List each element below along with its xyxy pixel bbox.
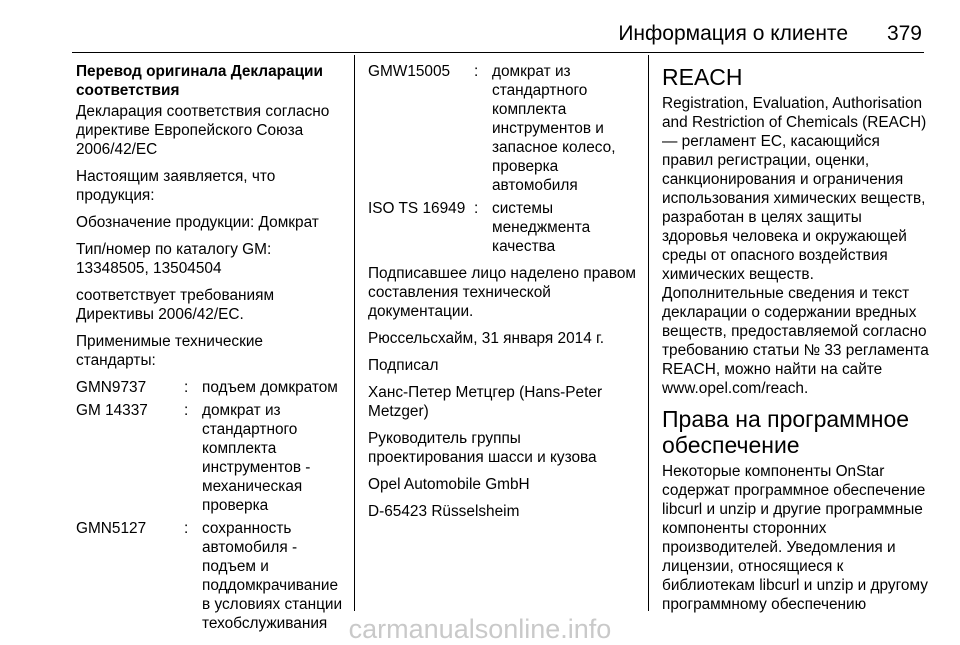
standards-table xyxy=(368,62,636,260)
paragraph: Тип/номер по каталогу GM: 13348505, 13504504 xyxy=(76,241,272,277)
column-left xyxy=(76,62,344,641)
table-row xyxy=(76,378,344,401)
standard-code: GM 14337 xyxy=(76,402,148,419)
colon: : xyxy=(184,379,189,396)
header-title: Информация о клиенте xyxy=(618,22,848,45)
paragraph: Подписал xyxy=(368,357,439,374)
page-number: 379 xyxy=(886,22,922,45)
paragraph: Opel Automobile GmbH xyxy=(368,476,530,493)
header-rule xyxy=(72,52,924,53)
paragraph: Рюссельсхайм, 31 января 2014 г. xyxy=(368,330,605,347)
watermark: carmanualsonline.info xyxy=(348,614,612,644)
paragraph: соответствует требованиям Директивы 2006/42/EC. xyxy=(76,287,275,323)
standard-code: ISO TS 16949 xyxy=(368,200,466,217)
standard-desc: сохранность автомобиля - подъем и поддомкрачивание в условиях станции техобслуживания xyxy=(202,520,343,632)
column-right xyxy=(662,62,930,622)
standard-code: GMN9737 xyxy=(76,379,147,396)
standard-desc: домкрат из стандартного комплекта инструментов и запасное колесо, проверка автомобиля xyxy=(492,63,616,194)
colon: : xyxy=(474,200,479,217)
standard-desc: системы менеджмента качества xyxy=(492,200,591,255)
paragraph: Подписавшее лицо наделено правом составления технической документации. xyxy=(368,265,636,320)
section-heading: Перевод оригинала Декларации соответствия xyxy=(76,63,323,99)
column-divider xyxy=(354,55,355,611)
paragraph: Применимые технические стандарты: xyxy=(76,333,263,369)
column-divider xyxy=(648,55,649,611)
paragraph: D-65423 Rüsselsheim xyxy=(368,503,520,520)
section-heading: REACH xyxy=(662,64,743,90)
table-row xyxy=(368,62,636,199)
standard-code: GMN5127 xyxy=(76,520,147,537)
paragraph: Registration, Evaluation, Authorisation and Restriction of Chemicals (REACH) — регламент ЕС, касающийся правил регистрации, оценки, санкционирования и ограничения использования химических веществ, разработан в целях защиты здоровья человека и окружающей среды от опасного воздействия химических веществ. Дополнительные сведения и текст декларации о содержании вредных веществ, предоставляемой согласно требованию статьи № 33 регламента REACH, можно найти на сайте www.opel.com/reach. xyxy=(662,95,929,397)
standards-table xyxy=(76,378,344,637)
paragraph: Декларация соответствия согласно директиве Европейского Союза 2006/42/EC xyxy=(76,103,330,158)
paragraph: Ханс-Петер Метцгер (Hans-Peter Metzger) xyxy=(368,384,603,420)
colon: : xyxy=(184,520,189,537)
standard-code: GMW15005 xyxy=(368,63,451,80)
page-header xyxy=(0,0,960,52)
paragraph: Некоторые компоненты OnStar содержат программное обеспечение libcurl и unzip и другие программные компоненты сторонних производителей. Уведомления и лицензии, относящиеся к библиотекам libcurl и unzip и другому программному обеспечению xyxy=(662,463,928,613)
table-row xyxy=(76,401,344,519)
colon: : xyxy=(474,63,479,80)
column-middle xyxy=(368,62,636,529)
colon: : xyxy=(184,402,189,419)
table-row xyxy=(368,199,636,260)
section-heading: Права на программное обеспечение xyxy=(662,406,910,458)
standard-desc: подъем домкратом xyxy=(202,379,338,396)
paragraph: Руководитель группы проектирования шасси и кузова xyxy=(368,430,597,466)
paragraph: Настоящим заявляется, что продукция: xyxy=(76,168,276,204)
paragraph: Обозначение продукции: Домкрат xyxy=(76,214,319,231)
standard-desc: домкрат из стандартного комплекта инструментов - механическая проверка xyxy=(202,402,311,514)
